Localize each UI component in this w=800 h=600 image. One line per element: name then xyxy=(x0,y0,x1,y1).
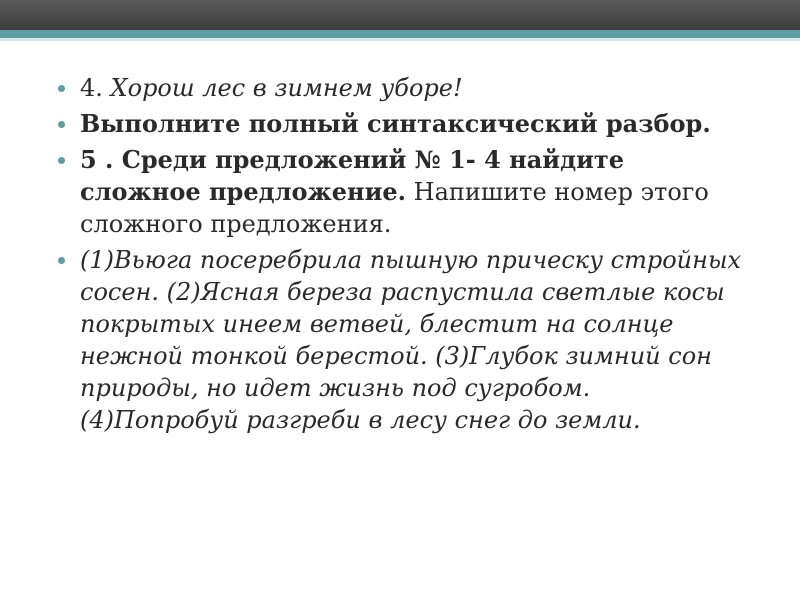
round-bullet-icon xyxy=(58,257,65,264)
item-task-normal: Напишите номер этого сложного предложения. xyxy=(80,178,709,238)
item-sentence: Хорош лес в зимнем уборе! xyxy=(110,74,463,102)
list-item xyxy=(56,244,746,436)
item-text-passage: (1)Вьюга посеребрила пышную прическу стройных сосен. (2)Ясная береза распустила светлые косы покрытых инеем ветвей, блестит на солнце нежной тонкой берестой. (3)Глубок зимний сон природы, но идет жизнь под сугробом. (4)Попробуй разгреби в лесу снег до земли. xyxy=(80,246,742,434)
item-number: 4. xyxy=(80,74,111,102)
item-task-bold: 5 . Среди предложений № 1- 4 найдите сложное предложение. xyxy=(80,145,625,206)
round-bullet-icon xyxy=(58,85,65,92)
list-item xyxy=(56,108,746,140)
header-light-line xyxy=(0,38,800,41)
round-bullet-icon xyxy=(58,121,65,128)
item-task: Выполните полный синтаксический разбор. xyxy=(80,109,711,138)
slide-content xyxy=(56,72,746,440)
header-dark-band xyxy=(0,0,800,30)
list-item xyxy=(56,144,746,240)
round-bullet-icon xyxy=(58,157,65,164)
header-teal-band xyxy=(0,30,800,38)
list-item xyxy=(56,72,746,104)
